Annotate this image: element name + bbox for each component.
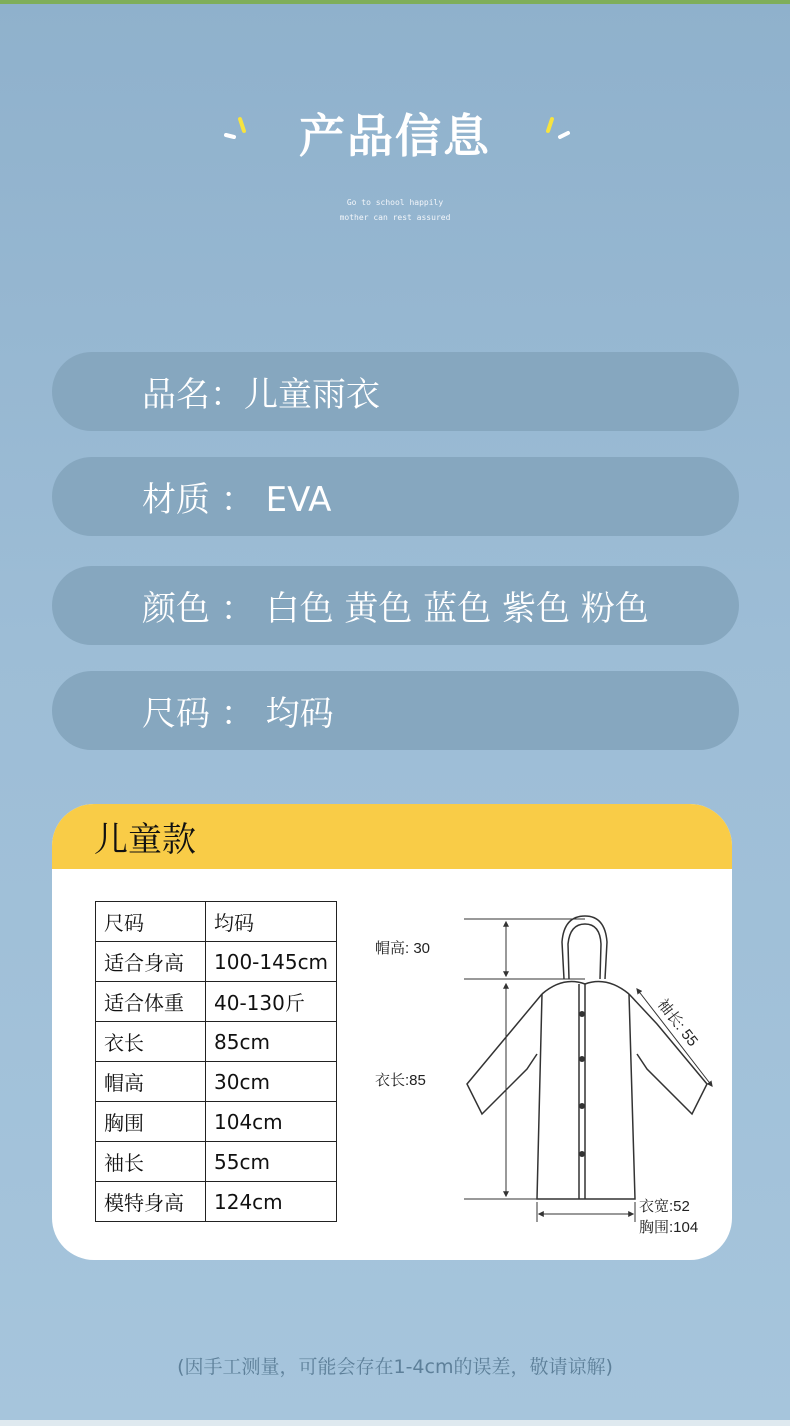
- table-cell: 胸围: [96, 1102, 206, 1142]
- top-edge-strip: [0, 0, 790, 4]
- table-row: [96, 942, 337, 982]
- bottom-edge-strip: [0, 1420, 790, 1426]
- table-row: [96, 1062, 337, 1102]
- table-cell: 衣长: [96, 1022, 206, 1062]
- info-size-text: 尺码 ： 均码: [142, 694, 334, 734]
- diagram-label-width: 衣宽:52: [639, 1198, 690, 1215]
- page-title: 产品信息: [299, 109, 491, 163]
- diagram-label-sleeve: 袖长: 55: [653, 995, 702, 1050]
- table-cell: 85cm: [206, 1022, 337, 1062]
- size-table: [95, 901, 337, 1222]
- info-material-text: 材质 ： EVA: [142, 480, 332, 520]
- subtitle-line-1: Go to school happily: [346, 198, 444, 207]
- table-cell: 104cm: [206, 1102, 337, 1142]
- table-row: [96, 1022, 337, 1062]
- table-cell: 袖长: [96, 1142, 206, 1182]
- info-name-text: 品名：儿童雨衣: [142, 375, 380, 415]
- table-cell: 55cm: [206, 1142, 337, 1182]
- table-row: [96, 1142, 337, 1182]
- diagram-label-hood: 帽高: 30: [375, 940, 431, 957]
- measurement-note: (因手工测量，可能会存在1-4cm的误差，敬请谅解): [177, 1356, 613, 1378]
- table-row: [96, 902, 337, 942]
- table-cell: 尺码: [96, 902, 206, 942]
- table-row: [96, 1102, 337, 1142]
- table-cell: 帽高: [96, 1062, 206, 1102]
- table-cell: 40-130斤: [206, 982, 337, 1022]
- info-color-text: 颜色 ： 白色 黄色 蓝色 紫色 粉色: [142, 589, 649, 629]
- table-row: [96, 1182, 337, 1222]
- table-cell: 124cm: [206, 1182, 337, 1222]
- table-cell: 模特身高: [96, 1182, 206, 1222]
- info-pill-name: [52, 352, 739, 431]
- button-icons: [579, 1011, 585, 1157]
- table-cell: 100-145cm: [206, 942, 337, 982]
- title-area: [0, 100, 790, 166]
- diagram-label-length: 衣长:85: [375, 1072, 426, 1089]
- info-pill-color: [52, 566, 739, 645]
- info-pill-material: [52, 457, 739, 536]
- table-row: [96, 982, 337, 1022]
- raincoat-size-diagram: [367, 904, 732, 1244]
- table-cell: 适合身高: [96, 942, 206, 982]
- table-cell: 30cm: [206, 1062, 337, 1102]
- table-cell: 适合体重: [96, 982, 206, 1022]
- table-cell: 均码: [206, 902, 337, 942]
- size-card: [52, 804, 732, 1260]
- info-pill-size: [52, 671, 739, 750]
- card-header: [52, 804, 732, 869]
- raincoat-icon: [467, 916, 707, 1199]
- diagram-label-chest: 胸围:104: [639, 1219, 699, 1236]
- subtitle-line-2: mother can rest assured: [339, 213, 451, 222]
- card-title: 儿童款: [94, 820, 196, 860]
